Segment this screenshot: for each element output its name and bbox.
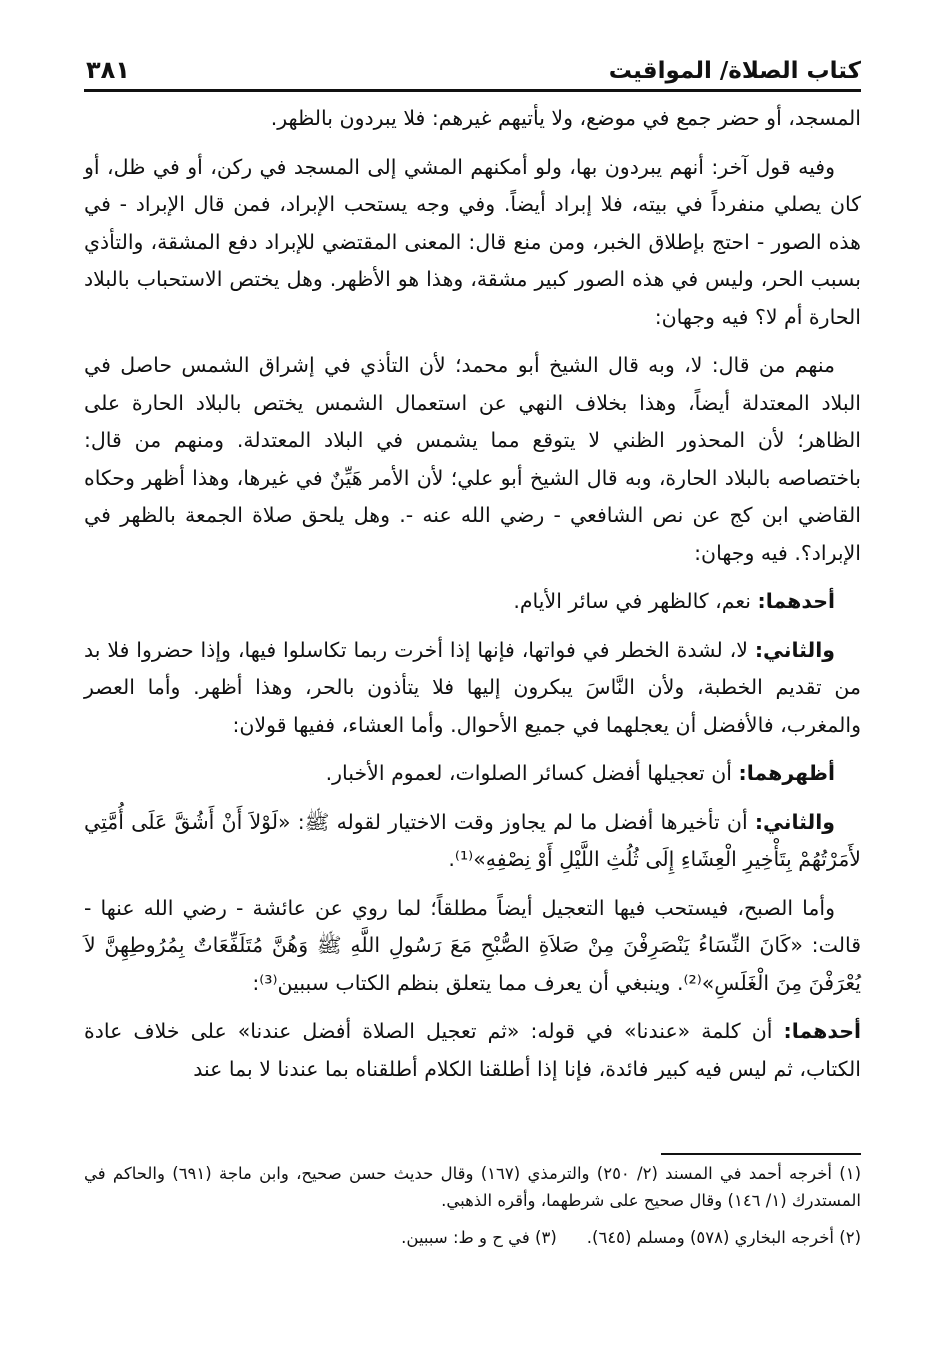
page-number: ٣٨١	[86, 56, 130, 84]
paragraph-label: أحدهما:	[783, 1019, 861, 1043]
paragraph	[84, 804, 861, 879]
main-text	[84, 100, 861, 1099]
paragraph-text: أن تعجيلها أفضل كسائر الصلوات، لعموم الأخبار.	[325, 761, 732, 785]
paragraph: وفيه قول آخر: أنهم يبردون بها، ولو أمكنهم المشي إلى المسجد في ركن، أو في ظل، أو كان يصلي منفرداً في بيته، فلا إبراد أيضاً. وفي وجه يستحب الإبراد، فمن قال الإبراد - في هذه الصور - احتج بإطلاق الخبر، ومن منع قال: المعنى المقتضي للإبراد دفع المشقة، والتأذي بسبب الحر، وليس في هذه الصور كبير مشقة، وهذا هو الأظهر. وهل يختص الاستحباب بالبلاد الحارة أم لا؟ فيه وجهان:	[84, 154, 861, 329]
paragraph-label: أظهرهما:	[738, 761, 835, 785]
paragraph: المسجد، أو حضر جمع في موضع، ولا يأتيهم غيرهم: فلا يبردون بالظهر.	[270, 106, 861, 130]
paragraph-label: أحدهما:	[757, 589, 835, 613]
paragraph-text: نعم، كالظهر في سائر الأيام.	[513, 589, 751, 613]
paragraph-text: أن كلمة «عندنا» في قوله: «ثم تعجيل الصلاة أفضل عندنا» على خلاف عادة الكتاب، ثم ليس فيه كبير فائدة، فإنا إذا أطلقنا الكلام أطلقناه بما عندنا لا بما عند	[84, 1019, 861, 1081]
book-title: كتاب الصلاة/ المواقيت	[608, 58, 861, 84]
footnotes	[84, 1160, 861, 1261]
footnote-2: (٢) أخرجه البخاري (٥٧٨) ومسلم (٦٤٥).	[586, 1228, 861, 1247]
footnote-1: (١) أخرجه أحمد في المسند (٢/ ٢٥٠) والترمذي (١٦٧) وقال حديث حسن صحيح، وابن ماجة (٦٩١) والحاكم في المستدرك (١/ ١٤٦) وقال صحيح على شرطهما، وأقره الذهبي.	[84, 1164, 861, 1210]
footnote-3: (٣) في ح و ط: سببين.	[401, 1228, 557, 1247]
paragraph-text: لا، لشدة الخطر في فواتها، فإنها إذا أخرت ربما تكاسلوا فيها، وإذا حضروا فلا بد من تقديم الخطبة، ولأن النَّاسَ يبكرون إليها فلا يتأذون بالحر، وهذا أظهر. وأما العصر والمغرب، فالأفضل أن يعجلهما في جميع الأحوال. وأما العشاء، ففيها قولان:	[84, 637, 861, 737]
page-header	[86, 44, 861, 84]
paragraph	[84, 583, 861, 621]
paragraph: منهم من قال: لا، وبه قال الشيخ أبو محمد؛ لأن التأذي في إشراق الشمس حاصل في البلاد المعتدلة أيضاً، وهذا بخلاف النهي عن استعمال الشمس يختص بالبلاد الحارة على الظاهر؛ لأن المحذور الظني لا يتوقع مما يشمس في البلاد المعتدلة. ومنهم من قال: باختصاصه بالبلاد الحارة، وبه قال الشيخ أبو علي؛ لأن الأمر هَيِّنٌ في غيرها، وهذا أظهر وحكاه القاضي ابن كج عن نص الشافعي - رضي الله عنه -. وهل يلحق صلاة الجمعة بالظهر في الإبراد؟. فيه وجهان:	[84, 353, 861, 565]
paragraph	[84, 632, 861, 745]
footnote-separator	[661, 1153, 861, 1155]
footnote-line	[84, 1224, 861, 1251]
header-rule	[84, 89, 861, 92]
paragraph-text: أن تأخيرها أفضل ما لم يجاوز وقت الاختيار لقوله ﷺ: «لَوْلاَ أَنْ أَشُقَّ عَلَى أُمَّتِي لأَمَرْتُهُمْ بِتَأْخِيرِ الْعِشَاءِ إِلَى ثُلُثِ اللَّيْلِ أَوْ نِصْفِهِ»⁽¹⁾.	[84, 809, 861, 871]
paragraph-label: والثاني:	[754, 637, 835, 662]
paragraph: وأما الصبح، فيستحب فيها التعجيل أيضاً مطلقاً؛ لما روي عن عائشة - رضي الله عنها - قالت: «كَانَ النِّسَاءُ يَنْصَرِفْنَ مِنْ صَلاَةِ الصُّبْحِ مَعَ رَسُولِ اللَّهِ ﷺ وَهُنَّ مُتَلَفِّعَاتٌ بِمُرُوطِهِنَّ لاَ يُعْرَفْنَ مِنَ الْغَلَسِ»⁽²⁾. وينبغي أن يعرف مما يتعلق بنظم الكتاب سببين⁽³⁾:	[84, 895, 861, 995]
paragraph	[84, 1013, 861, 1088]
paragraph-label: والثاني:	[754, 809, 835, 834]
paragraph	[84, 755, 861, 793]
